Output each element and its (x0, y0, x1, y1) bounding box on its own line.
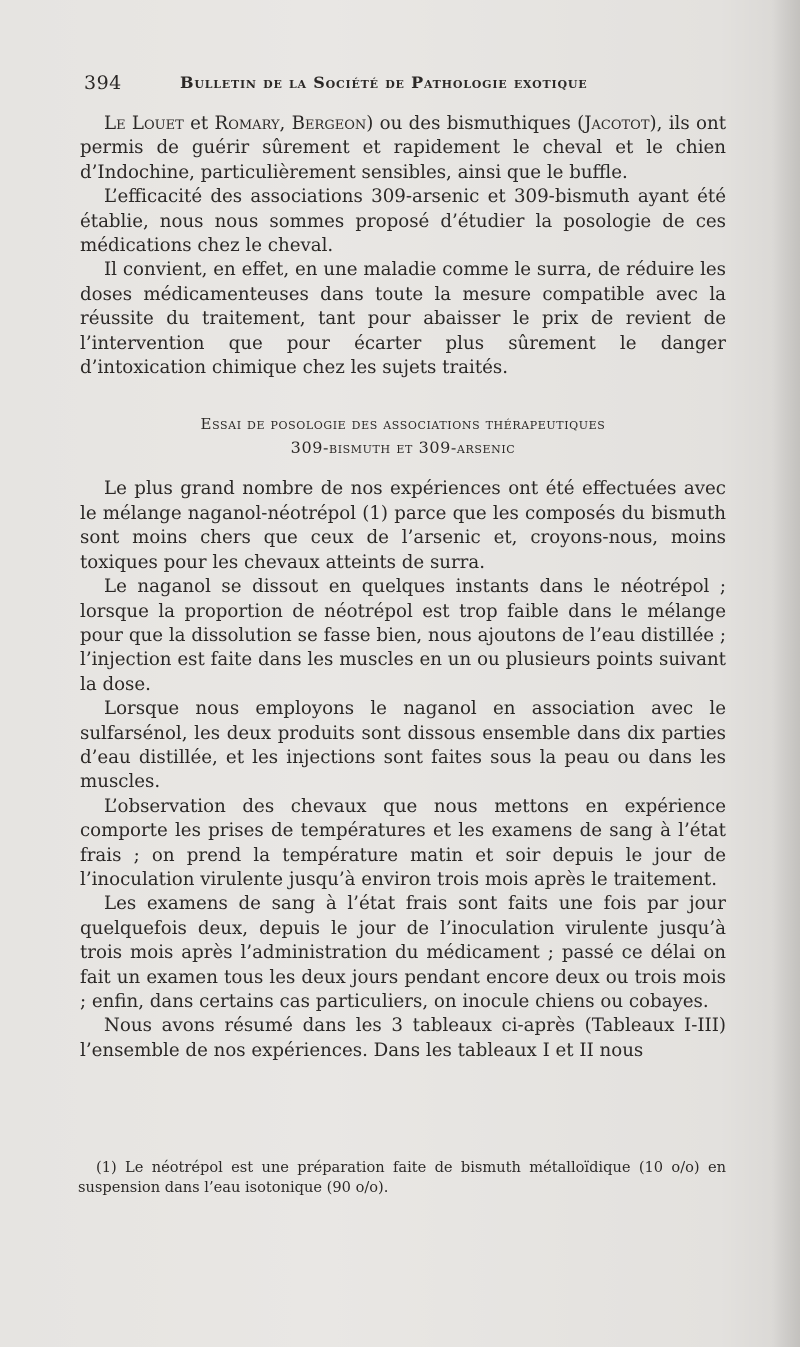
text-run: ), ils ont permis de guérir sûrement et rapidement le cheval et le chien d’Indochine, particulièrement sensibles, ainsi que le buffle. (80, 113, 727, 183)
body-text (80, 112, 726, 1063)
section-heading-line-2: 309-bismuth et 309-arsenic (290, 438, 516, 458)
paragraph-7: L’observation des chevaux que nous mettons en expérience comporte les prises de températures et les examens de sang à l’état frais ; on prend la température matin et soir depuis le jour de l’inoculation virulente jusqu’à environ trois mois après le traitement. (80, 795, 726, 890)
author-name: Romary (214, 113, 280, 134)
page-edge-shadow (772, 0, 800, 1347)
text-run: , (279, 113, 292, 134)
author-name: Le Louet (104, 113, 184, 134)
running-head (84, 70, 724, 98)
paragraph-8: Les examens de sang à l’état frais sont faits une fois par jour quelquefois deux, depuis le jour de l’inoculation virulente jusqu’à trois mois après l’administration du médicament ; passé ce délai on fait un examen tous les deux jours pendant encore deux ou trois mois ; enfin, dans certains cas particuliers, on inocule chiens ou cobayes. (80, 893, 726, 1012)
paragraph-1 (80, 112, 726, 185)
paragraph-3: Il convient, en effet, en une maladie comme le surra, de réduire les doses médicamenteuses dans toute la mesure compatible avec la réussite du traitement, tant pour abaisser le prix de revient de l’intervention que pour écarter plus sûrement le danger d’intoxication chimique chez les sujets traités. (80, 259, 726, 379)
text-run: ) ou des bismuthiques ( (366, 113, 585, 134)
section-heading-line-1: Essai de posologie des associations thérapeutiques (200, 415, 606, 434)
paragraph-4: Le plus grand nombre de nos expériences ont été effectuées avec le mélange naganol-néotrépol (1) parce que les composés du bismuth sont moins chers que ceux de l’arsenic et, croyons-nous, moins toxiques pour les chevaux atteints de surra. (80, 478, 726, 573)
section-heading (80, 412, 726, 460)
journal-title: Bulletin de la Société de Pathologie exotique (180, 73, 588, 92)
paragraph-9: Nous avons résumé dans les 3 tableaux ci-après (Tableaux I-III) l’ensemble de nos expériences. Dans les tableaux I et II nous (80, 1015, 726, 1061)
page-number: 394 (84, 72, 122, 94)
author-name: Jacotot (584, 113, 650, 134)
footnote-text: (1) Le néotrépol est une préparation faite de bismuth métalloïdique (10 o/o) en suspension dans l’eau isotonique (90 o/o). (78, 1159, 726, 1196)
footnote (78, 1158, 726, 1198)
paragraph-5: Le naganol se dissout en quelques instants dans le néotrépol ; lorsque la proportion de néotrépol est trop faible dans le mélange pour que la dissolution se fasse bien, nous ajoutons de l’eau distillée ; l’injection est faite dans les muscles en un ou plusieurs points suivant la dose. (80, 576, 726, 695)
author-name: Bergeon (291, 113, 367, 134)
paragraph-6: Lorsque nous employons le naganol en association avec le sulfarsénol, les deux produits sont dissous ensemble dans dix parties d’eau distillée, et les injections sont faites sous la peau ou dans les muscles. (80, 698, 726, 793)
paragraph-2: L’efficacité des associations 309-arsenic et 309-bismuth ayant été établie, nous nous sommes proposé d’étudier la posologie de ces médications chez le cheval. (80, 186, 726, 257)
text-run: et (183, 113, 215, 134)
